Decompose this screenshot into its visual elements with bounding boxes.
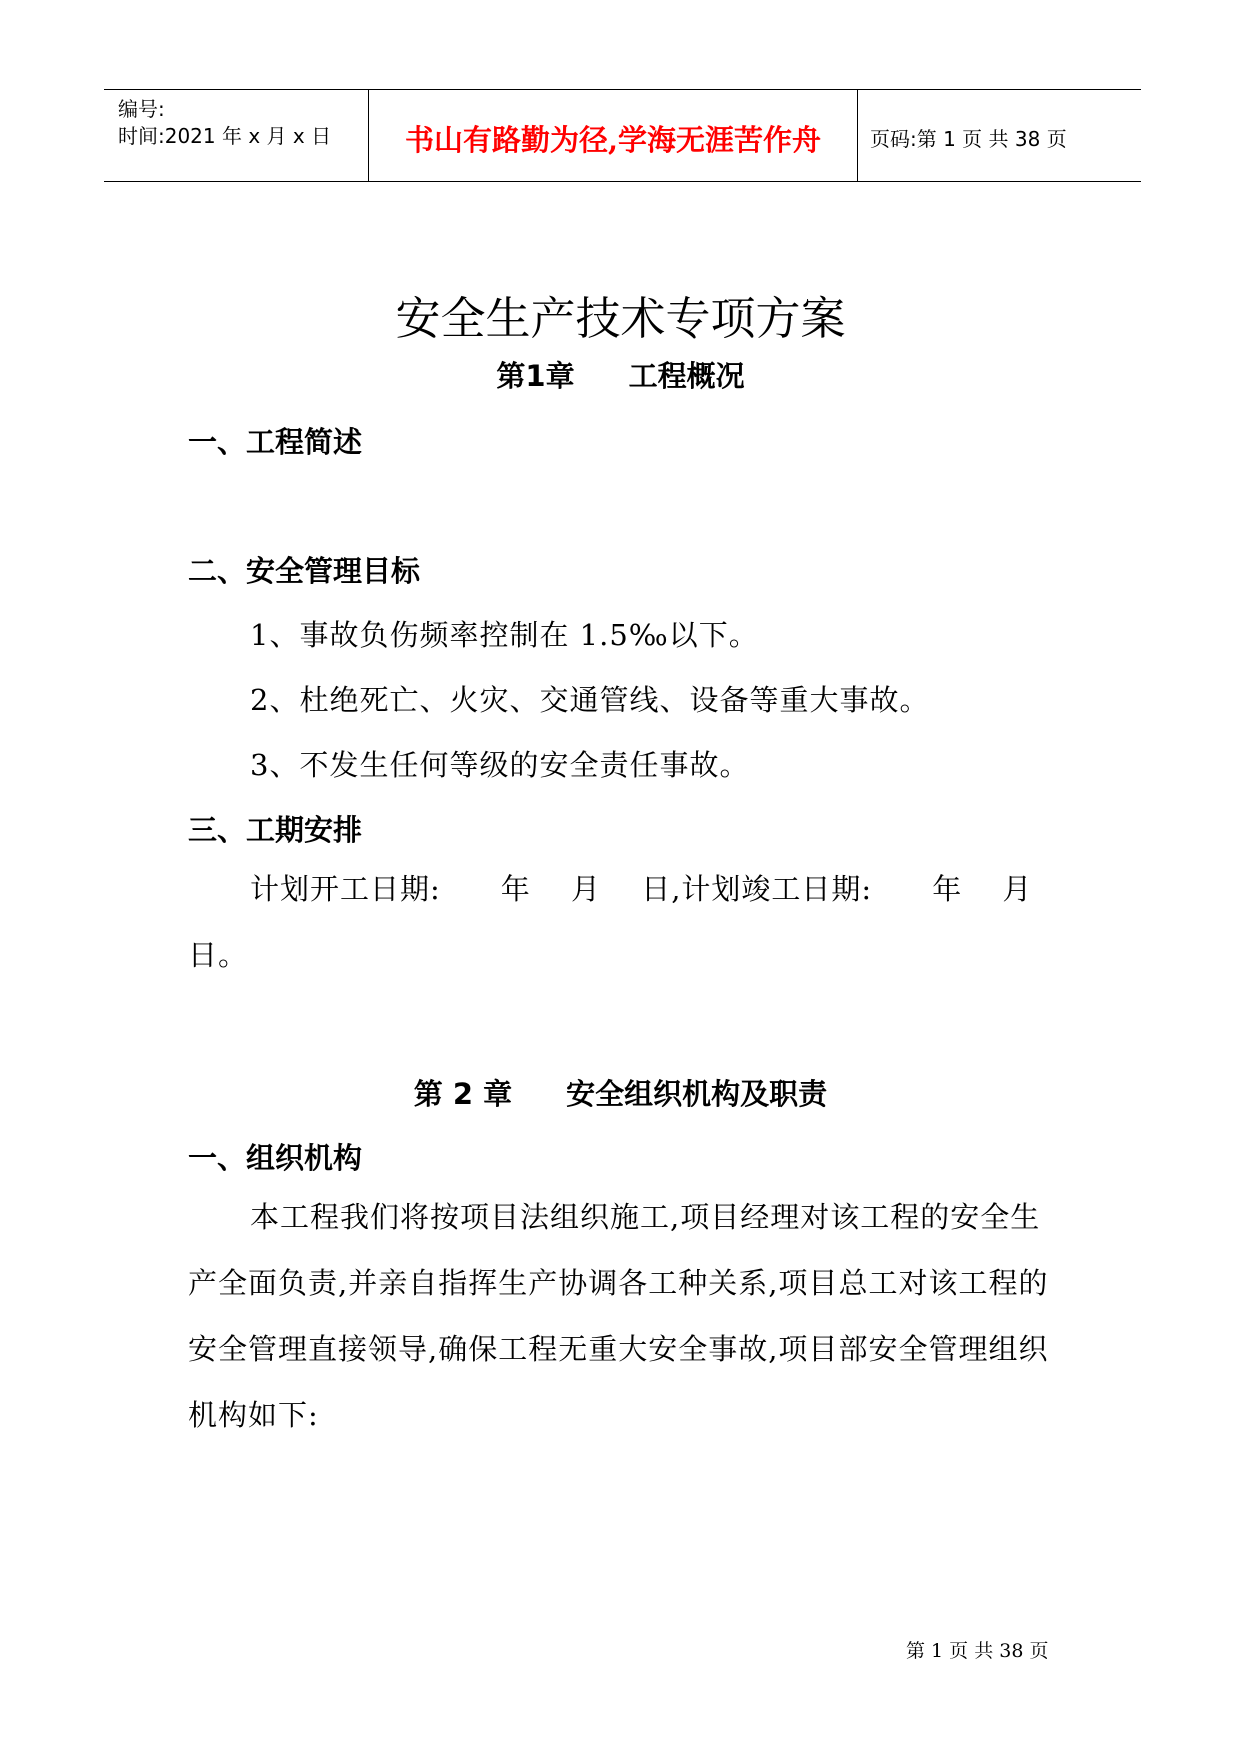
section-heading-schedule: 三、工期安排 bbox=[188, 813, 363, 847]
section-heading-safety-goals: 二、安全管理目标 bbox=[188, 554, 421, 588]
document-time-label: 时间:2021 年 x 月 x 日 bbox=[118, 124, 332, 148]
page-footer: 第 1 页 共 38 页 bbox=[906, 1640, 1049, 1662]
schedule-paragraph: 计划开工日期: 年 月 日,计划竣工日期: 年 月日。 bbox=[188, 872, 1033, 972]
organization-paragraph: 本工程我们将按项目法组织施工,项目经理对该工程的安全生产全面负责,并亲自指挥生产协调各工种关系,项目总工对该工程的安全管理直接领导,确保工程无重大安全事故,项目部安全管理组织机构如下: bbox=[188, 1200, 1049, 1432]
header-left-cell bbox=[104, 90, 368, 181]
chapter-2-number: 第 2 章 bbox=[413, 1077, 513, 1111]
goal-item-1: 1、事故负伤频率控制在 1.5‰以下。 bbox=[250, 618, 759, 652]
document-number-label: 编号: bbox=[118, 97, 165, 121]
chapter-1-heading bbox=[0, 354, 1241, 395]
goal-item-2: 2、杜绝死亡、火灾、交通管线、设备等重大事故。 bbox=[250, 683, 930, 717]
header-right-cell bbox=[858, 90, 1141, 181]
header-motto: 书山有路勤为径,学海无涯苦作舟 bbox=[404, 123, 822, 157]
section-heading-overview: 一、工程简述 bbox=[188, 425, 363, 459]
header-page-label: 页码:第 1 页 共 38 页 bbox=[870, 127, 1067, 151]
section-heading-organization: 一、组织机构 bbox=[188, 1141, 363, 1175]
goal-item-3: 3、不发生任何等级的安全责任事故。 bbox=[250, 748, 750, 782]
chapter-1-name: 工程概况 bbox=[628, 359, 745, 393]
chapter-2-heading bbox=[0, 1072, 1241, 1113]
document-title: 安全生产技术专项方案 bbox=[395, 292, 846, 345]
chapter-1-number: 第1章 bbox=[496, 359, 575, 393]
chapter-2-name: 安全组织机构及职责 bbox=[566, 1077, 828, 1111]
header-middle-cell bbox=[368, 90, 858, 181]
document-header bbox=[104, 89, 1141, 182]
